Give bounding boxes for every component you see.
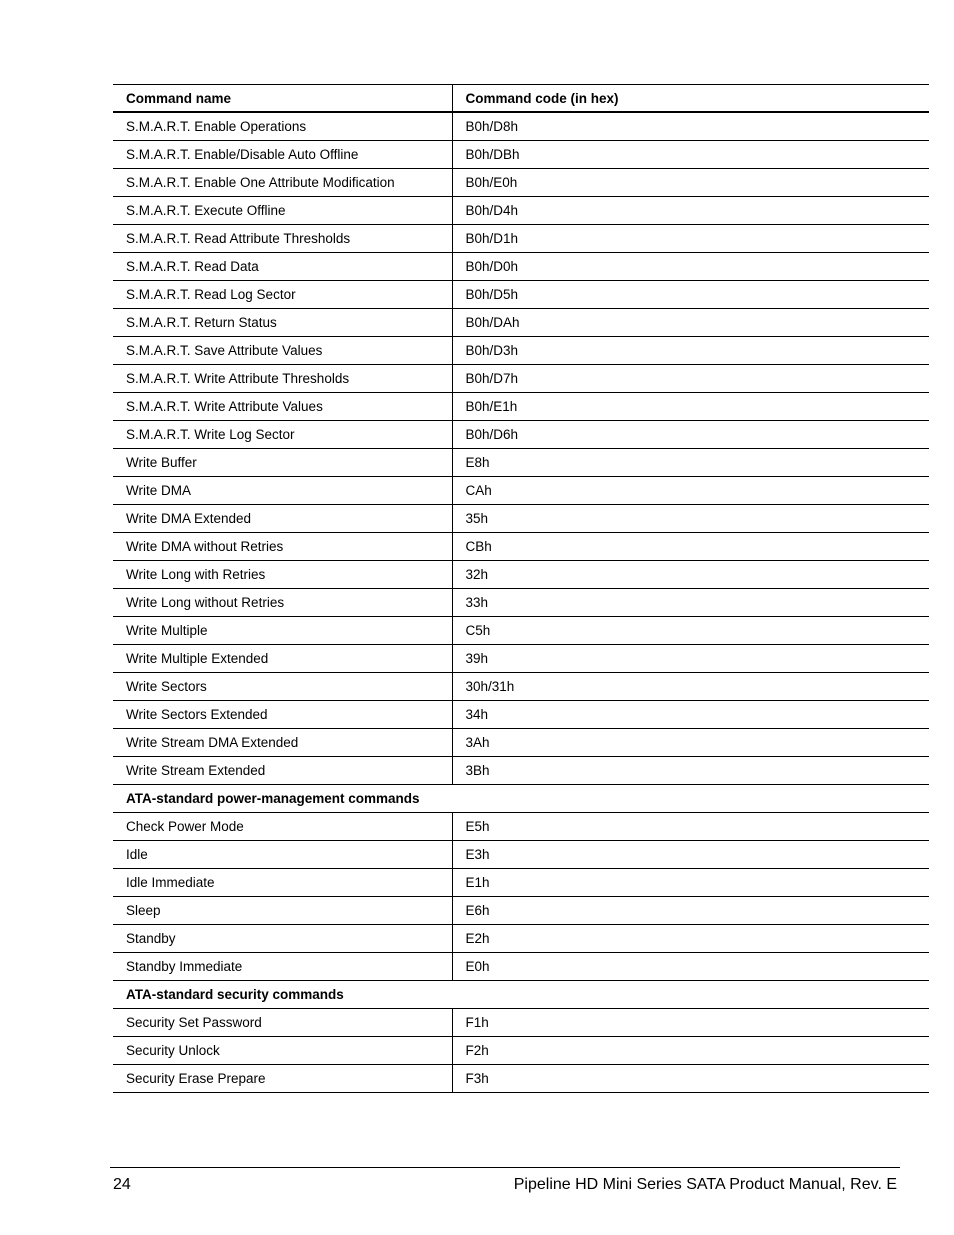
command-code-cell: B0h/D8h — [452, 112, 929, 141]
table-row — [113, 673, 929, 701]
section-heading: ATA-standard security commands — [113, 981, 929, 1009]
command-name-cell: S.M.A.R.T. Write Log Sector — [113, 421, 452, 449]
section-heading: ATA-standard power-management commands — [113, 785, 929, 813]
command-name-cell: S.M.A.R.T. Read Attribute Thresholds — [113, 225, 452, 253]
table-row — [113, 1009, 929, 1037]
table-row — [113, 701, 929, 729]
command-name-cell: Security Erase Prepare — [113, 1065, 452, 1093]
table-row — [113, 197, 929, 225]
table-row — [113, 309, 929, 337]
table-row — [113, 1037, 929, 1065]
table-body — [113, 112, 929, 1093]
table-row — [113, 533, 929, 561]
page-number: 24 — [113, 1176, 131, 1193]
table-section-row — [113, 785, 929, 813]
table-header-row — [113, 85, 929, 113]
command-name-cell: S.M.A.R.T. Save Attribute Values — [113, 337, 452, 365]
command-table — [113, 84, 929, 1093]
command-code-cell: E6h — [452, 897, 929, 925]
command-name-cell: Write Long with Retries — [113, 561, 452, 589]
command-code-cell: B0h/D6h — [452, 421, 929, 449]
table-row — [113, 729, 929, 757]
command-code-cell: B0h/E1h — [452, 393, 929, 421]
command-name-cell: S.M.A.R.T. Enable/Disable Auto Offline — [113, 141, 452, 169]
command-name-cell: S.M.A.R.T. Execute Offline — [113, 197, 452, 225]
table-row — [113, 225, 929, 253]
command-name-cell: S.M.A.R.T. Read Log Sector — [113, 281, 452, 309]
table-row — [113, 141, 929, 169]
command-code-cell: B0h/DAh — [452, 309, 929, 337]
command-code-cell: B0h/D5h — [452, 281, 929, 309]
command-code-cell: F3h — [452, 1065, 929, 1093]
command-name-cell: S.M.A.R.T. Write Attribute Values — [113, 393, 452, 421]
command-code-cell: E2h — [452, 925, 929, 953]
table-row — [113, 897, 929, 925]
command-name-cell: Write Long without Retries — [113, 589, 452, 617]
command-name-cell: Idle Immediate — [113, 869, 452, 897]
table-row — [113, 925, 929, 953]
column-header-command-name: Command name — [113, 85, 452, 113]
command-name-cell: Standby Immediate — [113, 953, 452, 981]
command-name-cell: Write Buffer — [113, 449, 452, 477]
command-code-cell: 39h — [452, 645, 929, 673]
command-name-cell: Write Sectors — [113, 673, 452, 701]
command-code-cell: 32h — [452, 561, 929, 589]
table-row — [113, 337, 929, 365]
table-row — [113, 561, 929, 589]
table-row — [113, 421, 929, 449]
column-header-command-code: Command code (in hex) — [452, 85, 929, 113]
command-name-cell: S.M.A.R.T. Enable Operations — [113, 112, 452, 141]
command-code-cell: B0h/DBh — [452, 141, 929, 169]
table-row — [113, 645, 929, 673]
table-row — [113, 757, 929, 785]
command-code-cell: C5h — [452, 617, 929, 645]
command-code-cell: 35h — [452, 505, 929, 533]
command-name-cell: Security Set Password — [113, 1009, 452, 1037]
table-row — [113, 953, 929, 981]
command-name-cell: Write Stream Extended — [113, 757, 452, 785]
command-code-cell: CAh — [452, 477, 929, 505]
command-code-cell: E5h — [452, 813, 929, 841]
command-code-cell: B0h/D7h — [452, 365, 929, 393]
command-code-cell: 33h — [452, 589, 929, 617]
command-name-cell: Standby — [113, 925, 452, 953]
command-name-cell: Write Multiple Extended — [113, 645, 452, 673]
command-code-cell: E3h — [452, 841, 929, 869]
command-name-cell: Write Sectors Extended — [113, 701, 452, 729]
command-name-cell: Write DMA — [113, 477, 452, 505]
command-name-cell: Write Stream DMA Extended — [113, 729, 452, 757]
table-row — [113, 1065, 929, 1093]
table-row — [113, 112, 929, 141]
table-row — [113, 253, 929, 281]
command-code-cell: CBh — [452, 533, 929, 561]
command-name-cell: Check Power Mode — [113, 813, 452, 841]
command-name-cell: S.M.A.R.T. Return Status — [113, 309, 452, 337]
command-code-cell: 34h — [452, 701, 929, 729]
command-code-cell: F1h — [452, 1009, 929, 1037]
command-code-cell: 3Ah — [452, 729, 929, 757]
command-name-cell: Sleep — [113, 897, 452, 925]
command-name-cell: Write Multiple — [113, 617, 452, 645]
table-row — [113, 589, 929, 617]
command-code-cell: E1h — [452, 869, 929, 897]
table-row — [113, 869, 929, 897]
table-section-row — [113, 981, 929, 1009]
table-row — [113, 393, 929, 421]
command-name-cell: Write DMA without Retries — [113, 533, 452, 561]
command-name-cell: S.M.A.R.T. Read Data — [113, 253, 452, 281]
table-row — [113, 841, 929, 869]
command-code-cell: B0h/E0h — [452, 169, 929, 197]
command-name-cell: S.M.A.R.T. Write Attribute Thresholds — [113, 365, 452, 393]
command-name-cell: S.M.A.R.T. Enable One Attribute Modification — [113, 169, 452, 197]
command-code-cell: E8h — [452, 449, 929, 477]
table-row — [113, 281, 929, 309]
table-row — [113, 477, 929, 505]
document-title: Pipeline HD Mini Series SATA Product Manual, Rev. E — [513, 1176, 897, 1193]
command-name-cell: Idle — [113, 841, 452, 869]
command-code-cell: F2h — [452, 1037, 929, 1065]
footer-divider — [110, 1167, 900, 1168]
table-row — [113, 169, 929, 197]
command-name-cell: Write DMA Extended — [113, 505, 452, 533]
command-code-cell: 3Bh — [452, 757, 929, 785]
command-code-cell: E0h — [452, 953, 929, 981]
table-row — [113, 449, 929, 477]
command-code-cell: B0h/D3h — [452, 337, 929, 365]
command-code-cell: B0h/D4h — [452, 197, 929, 225]
table-row — [113, 365, 929, 393]
command-code-cell: 30h/31h — [452, 673, 929, 701]
command-name-cell: Security Unlock — [113, 1037, 452, 1065]
table-row — [113, 813, 929, 841]
table-row — [113, 505, 929, 533]
command-code-cell: B0h/D0h — [452, 253, 929, 281]
command-code-cell: B0h/D1h — [452, 225, 929, 253]
table-row — [113, 617, 929, 645]
